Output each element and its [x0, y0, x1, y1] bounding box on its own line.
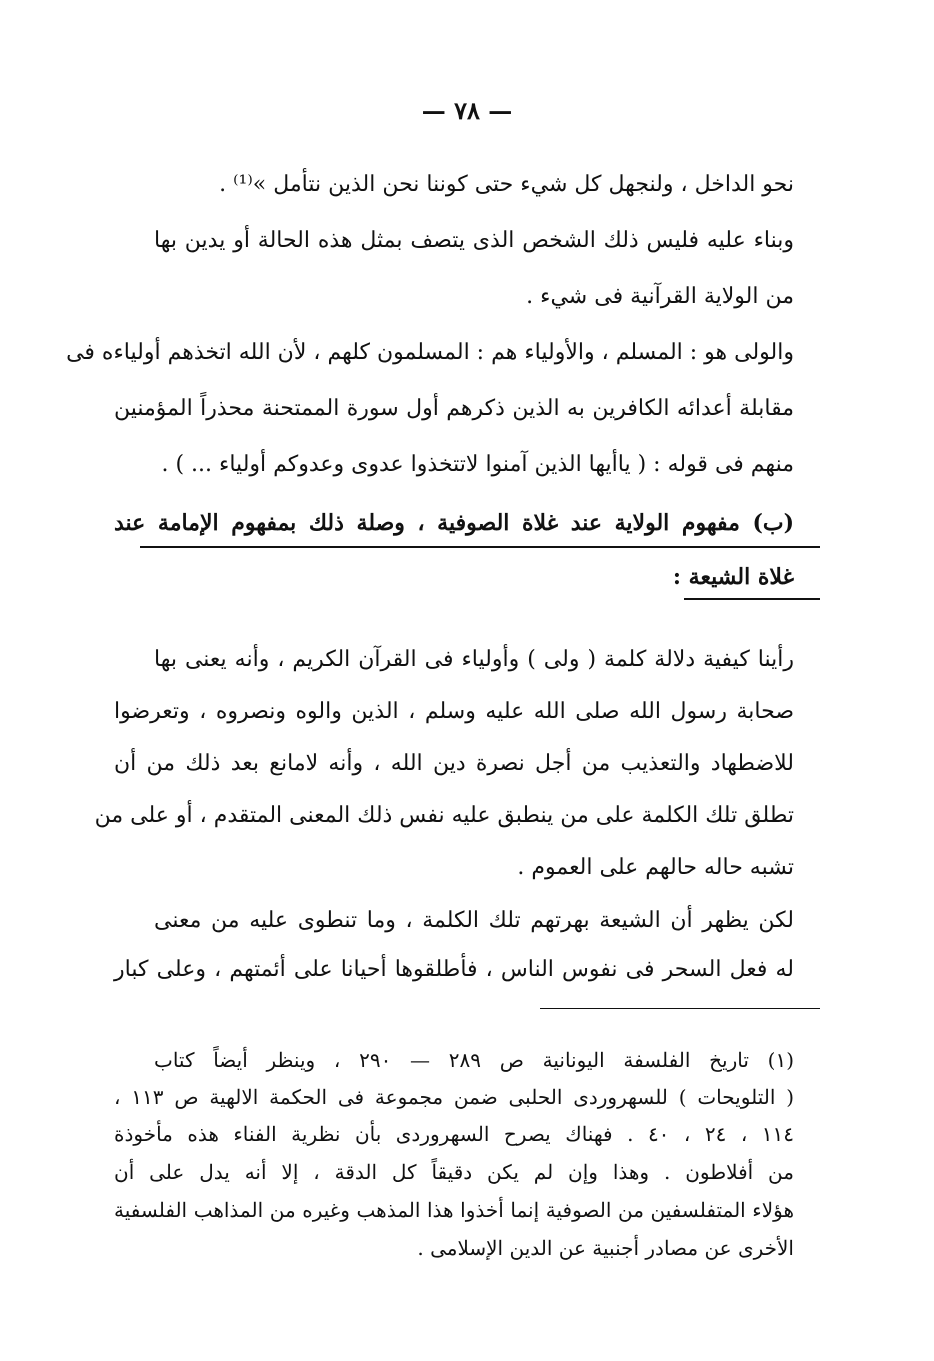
text-line: مقابلة أعدائه الكافرين به الذين ذكرهم أول سورة الممتحنة محذراً المؤمنين — [114, 396, 794, 421]
section-heading: (ب) مفهوم الولاية عند غلاة الصوفية ، وصلة ذلك بمفهوم الإمامة عند — [114, 510, 794, 536]
footnote-line: هؤلاء المتفلسفين من الصوفية إنما أخذوا هذا المذهب وغيره من المذاهب الفلسفية — [114, 1198, 794, 1222]
section-heading: غلاة الشيعة : — [672, 564, 794, 590]
footnote-line: (١) تاريخ الفلسفة اليونانية ص ٢٨٩ — ٢٩٠ ، وينظر أيضاً كتاب — [154, 1048, 795, 1072]
heading-underline — [140, 546, 820, 548]
text-line: نحو الداخل ، ولنجهل كل شيء حتى كوننا نحن الذين نتأمل »⁽¹⁾ . — [219, 172, 794, 197]
text-line: رأينا كيفية دلالة كلمة ( ولى ) وأولياء فى القرآن الكريم ، وأنه يعنى بها — [154, 647, 794, 672]
text-line: من الولاية القرآنية فى شيء . — [526, 284, 794, 309]
text-line: للاضطهاد والتعذيب من أجل نصرة دين الله ، وأنه لامانع بعد ذلك من أن — [114, 751, 794, 776]
text-line: لكن يظهر أن الشيعة بهرتهم تلك الكلمة ، وما تنطوى عليه من معنى — [154, 908, 794, 933]
text-line: تشبه حاله حالهم على العموم . — [517, 855, 794, 880]
text-line: تطلق تلك الكلمة على من ينطبق عليه نفس ذلك المعنى المتقدم ، أو على من — [94, 803, 794, 828]
text-line: منهم فى قوله : ( ياأيها الذين آمنوا لاتتخذوا عدوى وعدوكم أولياء ... ) . — [161, 452, 794, 477]
heading-underline — [684, 598, 820, 600]
footnote-line: من أفلاطون . وهذا وإن لم يكن دقيقاً كل الدقة ، إلا أنه يدل على أن — [114, 1160, 794, 1184]
footnote-line: الأخرى عن مصادر أجنبية عن الدين الإسلامى . — [417, 1236, 794, 1260]
footnote-line: ( التلويحات ) للسهروردى الحلبى ضمن مجموعة فى الحكمة الالهية ص ١١٣ ، — [114, 1085, 794, 1109]
text-line: صحابة رسول الله صلى الله عليه وسلم ، الذين والوه ونصروه ، وتعرضوا — [114, 699, 794, 724]
text-line: وبناء عليه فليس ذلك الشخص الذى يتصف بمثل هذه الحالة أو يدين بها — [154, 228, 794, 253]
text-line: والولى هو : المسلم ، والأولياء هم : المسلمون كلهم ، لأن الله اتخذهم أولياءه فى — [66, 340, 794, 365]
footnote-separator — [540, 1008, 820, 1009]
text-line: له فعل السحر فى نفوس الناس ، فأطلقوها أحيانا على أئمتهم ، وعلى كبار — [114, 957, 794, 982]
footnote-line: ١١٤ ، ٢٤ ، ٤٠ . فهناك يصرح السهروردى بأن نظرية الفناء هذه مأخوذة — [114, 1122, 795, 1146]
page-number: — ٧٨ — — [421, 96, 513, 125]
